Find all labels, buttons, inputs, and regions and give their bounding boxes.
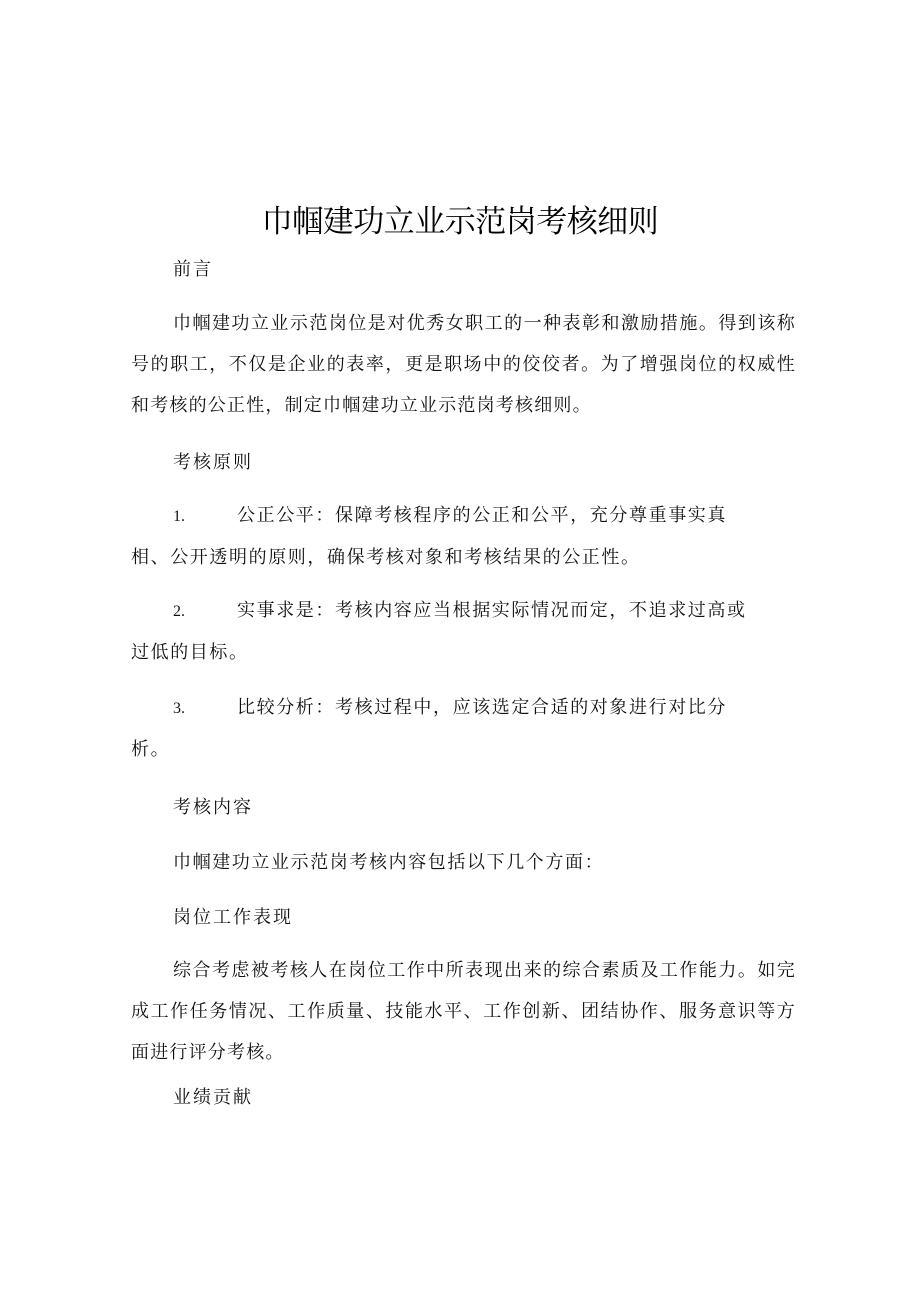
principle-item-1 — [131, 495, 751, 578]
principles-heading: 考核原则 — [173, 452, 253, 473]
principle-number: 2. — [173, 603, 185, 620]
principle-text: 实事求是：考核内容应当根据实际情况而定，不追求过高或过低的目标。 — [131, 600, 747, 663]
principle-number: 3. — [173, 700, 185, 717]
achievement-heading: 业绩贡献 — [173, 1087, 253, 1108]
principle-item-2 — [131, 590, 751, 673]
preface-paragraph: 巾帼建功立业示范岗位是对优秀女职工的一种表彰和激励措施。得到该称号的职工，不仅是企业的表率，更是职场中的佼佼者。为了增强岗位的权威性和考核的公正性，制定巾帼建功立业示范岗考核细则。 — [131, 313, 796, 416]
principle-text: 公正公平：保障考核程序的公正和公平，充分尊重事实真相、公开透明的原则，确保考核对象和考核结果的公正性。 — [131, 505, 727, 568]
principle-item-3 — [131, 687, 751, 770]
principle-number: 1. — [173, 508, 185, 525]
content-intro: 巾帼建功立业示范岗考核内容包括以下几个方面： — [173, 852, 605, 873]
preface-heading: 前言 — [173, 259, 213, 280]
principle-text: 比较分析：考核过程中，应该选定合适的对象进行对比分析。 — [131, 697, 727, 760]
content-heading: 考核内容 — [173, 797, 253, 818]
performance-paragraph: 综合考虑被考核人在岗位工作中所表现出来的综合素质及工作能力。如完成工作任务情况、工作质量、技能水平、工作创新、团结协作、服务意识等方面进行评分考核。 — [131, 960, 796, 1063]
performance-heading: 岗位工作表现 — [173, 907, 293, 928]
document-title: 巾帼建功立业示范岗考核细则 — [261, 204, 659, 240]
